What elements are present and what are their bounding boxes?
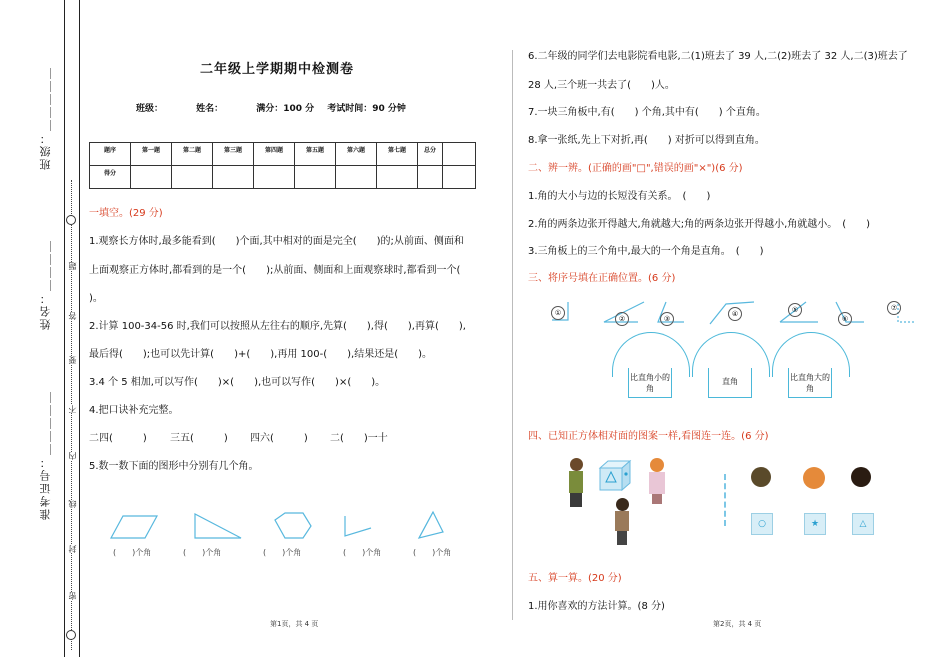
boy-face-2-icon [851, 467, 871, 487]
name-label: 姓名： [39, 291, 52, 330]
q3: 3.4 个 5 相加,可以写作( )×( ),也可以写作( )×( )。 [89, 377, 386, 388]
seal-char: 密 [68, 592, 77, 600]
angle-number: ⑤ [788, 303, 802, 317]
q6-line-1: 6.二年级的同学们去电影院看电影,二(1)班去了 39 人,二(2)班去了 32 人,二(3)班去了 [528, 51, 908, 62]
score-header-cell: 题序 [90, 143, 131, 166]
q4-item: 二( )一十 [330, 433, 388, 444]
triangle-tile-icon: △ [852, 513, 874, 535]
q5-answer: ( )个角 [413, 548, 452, 557]
q5-answer: ( )个角 [343, 548, 382, 557]
angle-number: ⑥ [838, 312, 852, 326]
binding-hole-icon [66, 630, 76, 640]
q1-line-2: 上面观察正方体时,都看到的是一个( );从前面、侧面和上面观察球时,都看到一个( [89, 265, 461, 276]
page-divider [512, 50, 513, 620]
girl-legs [652, 494, 662, 504]
boy-face-icon [751, 467, 771, 487]
judge-3: 3.三角板上的三个角中,最大的一个角是直角。 ( ) [528, 246, 764, 257]
girl-head [650, 458, 664, 472]
section-1-title: 一填空。(29 分) [89, 208, 163, 219]
q8: 8.拿一张纸,先上下对折,再( ) 对折可以得到直角。 [528, 135, 765, 146]
score-cell[interactable] [213, 166, 254, 189]
girl-face-icon [803, 467, 825, 489]
score-header-cell: 第一题 [131, 143, 172, 166]
q4-item: 二四( ) [89, 433, 147, 444]
score-table-row [90, 166, 476, 189]
name-field: 姓名：＿＿＿＿ [39, 239, 52, 330]
q1-line-3: )。 [89, 293, 103, 304]
girl-body [649, 472, 665, 494]
boy-back-legs [617, 531, 627, 545]
exam-id-label: 准考证号： [39, 455, 52, 520]
seal-char: 答 [68, 312, 77, 320]
boy-body [569, 471, 583, 493]
section-5-title: 五、算一算。(20 分) [528, 573, 622, 584]
kite-diagonal [419, 512, 433, 538]
score-table [89, 142, 476, 189]
seal-char: 要 [68, 356, 77, 364]
seal-char: 不 [68, 405, 77, 413]
score-cell[interactable] [418, 166, 443, 189]
boy-back-body [615, 511, 629, 531]
dome-label: 直角 [708, 368, 752, 398]
circle-tile-icon: ○ [751, 513, 773, 535]
q6-line-2: 28 人,三个班一共去了( )人。 [528, 80, 675, 91]
dome-less-than-right [612, 332, 690, 398]
dome-greater-than-right [772, 332, 850, 398]
page-title: 二年级上学期期中检测卷 [200, 62, 355, 77]
boy-head [570, 458, 583, 471]
hexagon-shape [275, 513, 311, 538]
binding-margin [0, 0, 84, 657]
parallelogram-shape [111, 516, 157, 538]
angle-number: ② [615, 312, 629, 326]
score-cell[interactable] [172, 166, 213, 189]
seal-char: 题 [68, 262, 77, 270]
cube-icon [596, 458, 636, 494]
judge-2: 2.角的两条边张开得越大,角就越大;角的两条边张开得越小,角就越小。 ( ) [528, 219, 871, 230]
q5: 5.数一数下面的图形中分别有几个角。 [89, 461, 259, 472]
q4-item: 三五( ) [170, 433, 228, 444]
q5-shapes [105, 508, 465, 548]
meta-class: 班级： [136, 104, 164, 114]
binding-strip [64, 0, 80, 657]
seal-char: 封 [68, 545, 77, 553]
score-header-cell: 总分 [418, 143, 443, 166]
score-header-cell: 第二题 [172, 143, 213, 166]
score-cell[interactable] [295, 166, 336, 189]
boy-legs [570, 493, 582, 507]
dome-label: 比直角小的角 [628, 368, 672, 398]
score-cell[interactable] [254, 166, 295, 189]
divider-dashed [724, 474, 726, 526]
score-header-cell: 第六题 [336, 143, 377, 166]
score-header-cell: 第四题 [254, 143, 295, 166]
class-field: 班级：＿＿＿＿＿ [39, 66, 52, 170]
q1-line-1: 1.观察长方体时,最多能看到( )个面,其中相对的面是完全( )的;从前面、侧面和 [89, 236, 464, 247]
angle-number: ③ [660, 312, 674, 326]
score-cell[interactable] [336, 166, 377, 189]
meta-full-score: 满分：100 分 [256, 104, 315, 114]
score-table-header-row [90, 143, 476, 166]
angle-number: ① [551, 306, 565, 320]
q4-item: 四六( ) [250, 433, 308, 444]
section-4-title: 四、已知正方体相对面的图案一样,看图连一连。(6 分) [528, 431, 769, 442]
section-3-title: 三、将序号填在正确位置。(6 分) [528, 273, 676, 284]
triangle-shape [195, 514, 241, 538]
score-row-label: 得分 [90, 166, 131, 189]
q4: 4.把口诀补充完整。 [89, 405, 179, 416]
seal-char: 线 [68, 500, 77, 508]
meta-name: 姓名： [196, 104, 224, 114]
score-header-cell [443, 143, 476, 166]
boy-figure [566, 458, 586, 508]
dome-right-angle [692, 332, 770, 398]
class-label: 班级： [39, 131, 52, 170]
score-header-cell: 第五题 [295, 143, 336, 166]
angle-number: ④ [728, 307, 742, 321]
angle-shape [345, 516, 371, 536]
binding-hole-icon [66, 215, 76, 225]
score-cell[interactable] [443, 166, 476, 189]
q5-answer: ( )个角 [113, 548, 152, 557]
exam-meta [136, 96, 434, 115]
score-cell[interactable] [131, 166, 172, 189]
q2-line-2: 最后得( );也可以先计算( )+( ),再用 100-( ),结果还是( )。 [89, 349, 432, 360]
section-2-title: 二、辨一辨。(正确的画"□",错误的画"×")(6 分) [528, 163, 743, 174]
score-header-cell: 第七题 [377, 143, 418, 166]
dome-label: 比直角大的角 [788, 368, 832, 398]
q5-answer: ( )个角 [183, 548, 222, 557]
score-header-cell: 第三题 [213, 143, 254, 166]
judge-1: 1.角的大小与边的长短没有关系。 ( ) [528, 191, 711, 202]
score-cell[interactable] [377, 166, 418, 189]
boy-back-figure [612, 498, 632, 546]
page-2-footer: 第2页，共 4 页 [713, 620, 762, 628]
exam-id-field: 准考证号：＿＿＿＿＿ [39, 390, 52, 520]
boy-back-head [616, 498, 629, 511]
q7: 7.一块三角板中,有( ) 个角,其中有( ) 个直角。 [528, 107, 766, 118]
page-1-footer: 第1页，共 4 页 [270, 620, 319, 628]
seal-char: 内 [68, 452, 77, 460]
seal-line [71, 180, 72, 650]
q2-line-1: 2.计算 100-34-56 时,我们可以按照从左往右的顺序,先算( ),得( ),再算( ), [89, 321, 466, 332]
girl-figure [646, 458, 668, 504]
angle-number: ⑦ [887, 301, 901, 315]
star-tile-icon: ★ [804, 513, 826, 535]
s5-q1: 1.用你喜欢的方法计算。(8 分) [528, 601, 665, 612]
meta-time: 考试时间：90 分钟 [327, 104, 406, 114]
q5-answer: ( )个角 [263, 548, 302, 557]
